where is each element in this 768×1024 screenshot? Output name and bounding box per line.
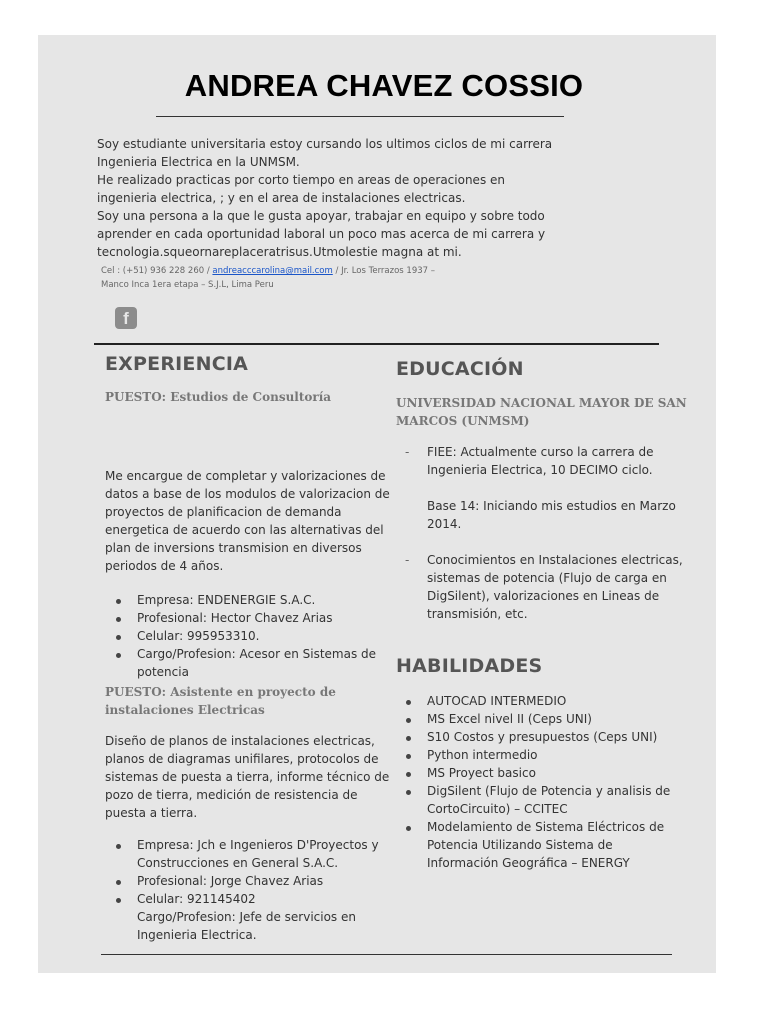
job2-description: [105, 732, 389, 822]
list-item: [105, 872, 379, 890]
item-line: CortoCircuito) – CCITEC: [427, 802, 568, 816]
education-item: [405, 443, 665, 483]
skill-item: [395, 764, 670, 782]
note-line: 2014.: [427, 517, 462, 531]
dash-marker: -: [405, 553, 410, 567]
item-line: FIEE: Actualmente curso la carrera de: [427, 445, 654, 459]
skill-item: [395, 746, 670, 764]
skills-list: [395, 692, 670, 872]
facebook-icon[interactable]: f: [115, 307, 137, 329]
education-note: [427, 497, 676, 533]
item-line: Celular: 921145402: [137, 892, 256, 906]
item-line: AUTOCAD INTERMEDIO: [427, 694, 567, 708]
summary-line: Soy estudiante universitaria estoy cursando los ultimos ciclos de mi carrera: [97, 137, 553, 151]
item-line: Empresa: ENDENERGIE S.A.C.: [137, 593, 316, 607]
item-line: Construcciones en General S.A.C.: [137, 856, 339, 870]
profile-summary: [97, 135, 553, 261]
summary-line: ingenieria electrica, ; y en el area de instalaciones electricas.: [97, 191, 466, 205]
item-line: Profesional: Hector Chavez Arias: [137, 611, 333, 625]
item-line: Potencia Utilizando Sistema de: [427, 838, 613, 852]
school-name: [396, 394, 687, 430]
item-line: transmisión, etc.: [427, 607, 528, 621]
school-line: UNIVERSIDAD NACIONAL MAYOR DE SAN: [396, 396, 687, 410]
description-line: sistemas de puesta a tierra, informe técnico de: [105, 770, 390, 784]
list-item: [105, 890, 379, 908]
list-item: [105, 836, 379, 872]
title-line: instalaciones Electricas: [105, 703, 265, 717]
contact-info: [101, 264, 481, 292]
summary-line: aprender en cada oportunidad laboral un poco mas acerca de mi carrera y: [97, 227, 546, 241]
job1-details: [105, 591, 376, 681]
list-item: [105, 627, 376, 645]
item-line: Python intermedio: [427, 748, 538, 762]
footer-divider: [101, 954, 672, 955]
section-divider: [94, 343, 659, 345]
list-item: [105, 591, 376, 609]
item-line: Conocimientos en Instalaciones electricas,: [427, 553, 683, 567]
item-line: Celular: 995953310.: [137, 629, 260, 643]
dash-marker: -: [405, 445, 410, 459]
education-item: [405, 551, 683, 627]
description-line: planos de diagramas unifilares, protocolos de: [105, 752, 379, 766]
item-line: sistemas de potencia (Flujo de carga en: [427, 571, 667, 585]
item-line: DigSilent), valorizaciones en Lineas de: [427, 589, 660, 603]
description-line: plan de inversions transmision en diversos: [105, 541, 362, 555]
description-line: proyectos de planificacion de demanda: [105, 505, 342, 519]
item-line: Ingenieria Electrica, 10 DECIMO ciclo.: [427, 463, 653, 477]
item-line: Modelamiento de Sistema Eléctricos de: [427, 820, 665, 834]
job1-title: PUESTO: Estudios de Consultoría: [105, 390, 332, 404]
job2-details: [105, 836, 379, 944]
summary-line: tecnologia.squeornareplaceratrisus.Utmolestie magna at mi.: [97, 245, 462, 259]
item-line: MS Proyect basico: [427, 766, 536, 780]
contact-line-2: Manco Inca 1era etapa – S.J.L, Lima Peru: [101, 280, 274, 290]
candidate-name: ANDREA CHAVEZ COSSIO: [184, 68, 584, 103]
description-line: Me encargue de completar y valorizaciones de: [105, 469, 386, 483]
description-line: Diseño de planos de instalaciones electricas,: [105, 734, 375, 748]
item-line: S10 Costos y presupuestos (Ceps UNI): [427, 730, 658, 744]
experiencia-heading: EXPERIENCIA: [105, 353, 249, 375]
description-line: periodos de 4 años.: [105, 559, 224, 573]
job2-title: [105, 683, 336, 719]
summary-line: Ingenieria Electrica en la UNMSM.: [97, 155, 300, 169]
phone-text: Cel : (+51) 936 228 260 /: [101, 266, 213, 276]
item-line: Cargo/Profesion: Jefe de servicios en: [137, 910, 356, 924]
summary-line: Soy una persona a la que le gusta apoyar, trabajar en equipo y sobre todo: [97, 209, 545, 223]
list-item: [105, 908, 379, 944]
school-line: MARCOS (UNMSM): [396, 414, 530, 428]
email-link[interactable]: andreacccarolina@mail.com: [212, 266, 333, 276]
skill-item: [395, 728, 670, 746]
contact-line-1: [101, 264, 481, 278]
educacion-heading: EDUCACIÓN: [396, 358, 524, 380]
item-line: Empresa: Jch e Ingenieros D'Proyectos y: [137, 838, 379, 852]
habilidades-heading: HABILIDADES: [396, 655, 543, 677]
item-line: Ingenieria Electrica.: [137, 928, 257, 942]
note-line: Base 14: Iniciando mis estudios en Marzo: [427, 499, 676, 513]
item-line: potencia: [137, 665, 189, 679]
item-line: DigSilent (Flujo de Potencia y analisis de: [427, 784, 671, 798]
title-line: PUESTO: Asistente en proyecto de: [105, 685, 336, 699]
skill-item: [395, 692, 670, 710]
item-line: Profesional: Jorge Chavez Arias: [137, 874, 324, 888]
item-line: MS Excel nivel II (Ceps UNI): [427, 712, 592, 726]
description-line: pozo de tierra, medición de resistencia de: [105, 788, 358, 802]
description-line: datos a base de los modulos de valorizacion de: [105, 487, 390, 501]
address-text: / Jr. Los Terrazos 1937 –: [332, 266, 436, 276]
summary-line: He realizado practicas por corto tiempo en areas de operaciones en: [97, 173, 505, 187]
description-line: puesta a tierra.: [105, 806, 198, 820]
list-item: [105, 645, 376, 681]
name-underline: [156, 116, 564, 117]
skill-item: [395, 818, 670, 872]
item-line: Información Geográfica – ENERGY: [427, 856, 630, 870]
item-line: Cargo/Profesion: Acesor en Sistemas de: [137, 647, 377, 661]
skill-item: [395, 710, 670, 728]
description-line: energetica de acuerdo con las alternativas del: [105, 523, 384, 537]
job1-description: [105, 467, 390, 575]
skill-item: [395, 782, 670, 818]
list-item: [105, 609, 376, 627]
